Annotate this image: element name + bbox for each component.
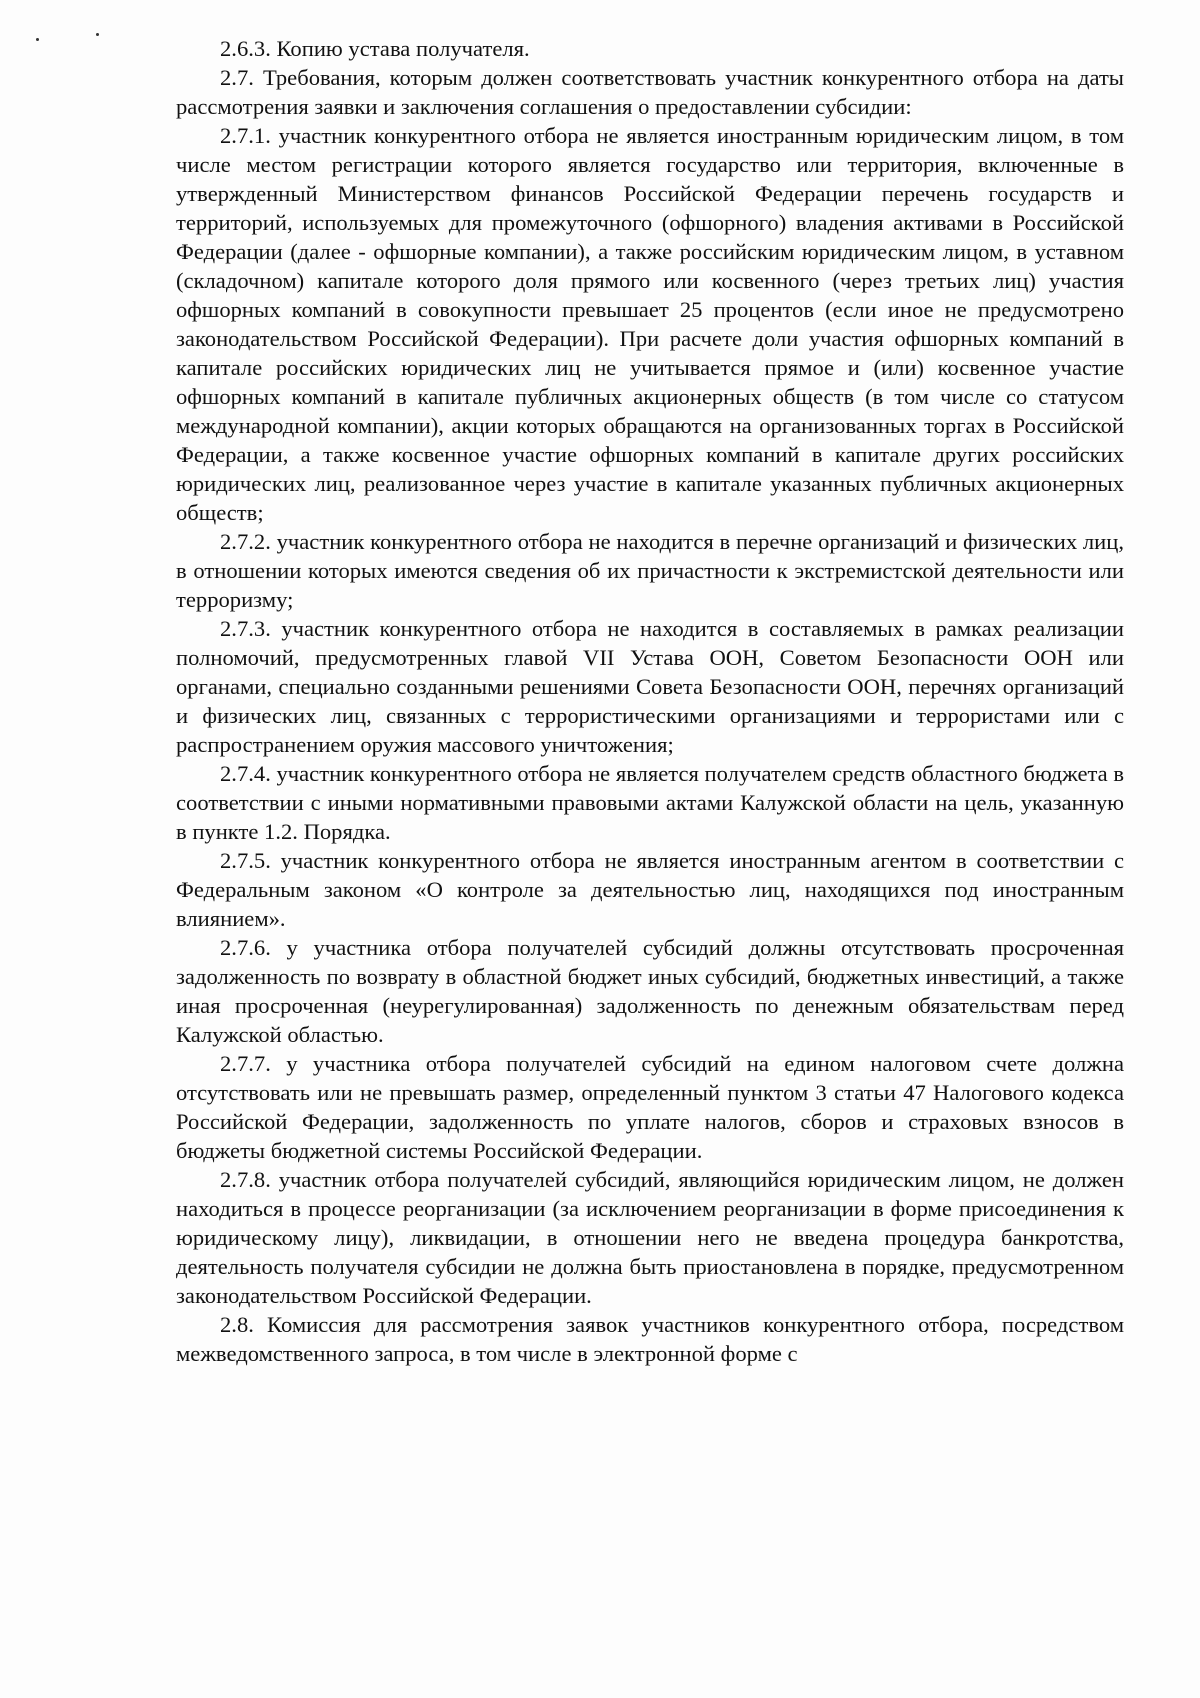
scan-speck: [36, 38, 39, 41]
paragraph-2-7-3: 2.7.3. участник конкурентного отбора не находится в составляемых в рамках реализации полномочий, предусмотренных главой VII Устава ООН, Советом Безопасности ООН или органами, специально созданными решениями Совета Безопасности ООН, перечнях организаций и физических лиц, связанных с террористическими организациями и террористами или с распространением оружия массового уничтожения;: [176, 616, 1124, 757]
paragraph-2-7-6: 2.7.6. у участника отбора получателей субсидий должны отсутствовать просроченная задолженность по возврату в областной бюджет иных субсидий, бюджетных инвестиций, а также иная просроченная (неурегулированная) задолженность по денежным обязательствам перед Калужской областью.: [176, 935, 1124, 1047]
document-body: [176, 34, 1124, 1368]
paragraph-2-7-1: 2.7.1. участник конкурентного отбора не является иностранным юридическим лицом, в том числе местом регистрации которого является государство или территория, включенные в утвержденный Министерством финансов Российской Федерации перечень государств и территорий, используемых для промежуточного (офшорного) владения активами в Российской Федерации (далее - офшорные компании), а также российским юридическим лицом, в уставном (складочном) капитале которого доля прямого или косвенного (через третьих лиц) участия офшорных компаний в совокупности превышает 25 процентов (если иное не предусмотрено законодательством Российской Федерации). При расчете доли участия офшорных компаний в капитале российских юридических лиц не учитывается прямое и (или) косвенное участие офшорных компаний в капитале публичных акционерных обществ (в том числе со статусом международной компании), акции которых обращаются на организованных торгах в Российской Федерации, а также косвенное участие офшорных компаний в капитале других российских юридических лиц, реализованное через участие в капитале указанных публичных акционерных обществ;: [176, 123, 1124, 525]
paragraph-2-7-2: 2.7.2. участник конкурентного отбора не находится в перечне организаций и физических лиц, в отношении которых имеются сведения об их причастности к экстремистской деятельности или терроризму;: [176, 529, 1124, 612]
paragraph-2-7-4: 2.7.4. участник конкурентного отбора не является получателем средств областного бюджета в соответствии с иными нормативными правовыми актами Калужской области на цель, указанную в пункте 1.2. Порядка.: [176, 761, 1124, 844]
paragraph-2-6-3: 2.6.3. Копию устава получателя.: [220, 36, 530, 61]
paragraph-2-7: 2.7. Требования, которым должен соответствовать участник конкурентного отбора на даты рассмотрения заявки и заключения соглашения о предоставлении субсидии:: [176, 65, 1124, 119]
paragraph-2-7-7: 2.7.7. у участника отбора получателей субсидий на едином налоговом счете должна отсутствовать или не превышать размер, определенный пунктом 3 статьи 47 Налогового кодекса Российской Федерации, задолженность по уплате налогов, сборов и страховых взносов в бюджеты бюджетной системы Российской Федерации.: [176, 1051, 1124, 1163]
paragraph-2-7-5: 2.7.5. участник конкурентного отбора не является иностранным агентом в соответствии с Федеральным законом «О контроле за деятельностью лиц, находящихся под иностранным влиянием».: [176, 848, 1124, 931]
paragraph-2-7-8: 2.7.8. участник отбора получателей субсидий, являющийся юридическим лицом, не должен находиться в процессе реорганизации (за исключением реорганизации в форме присоединения к юридическому лицу), ликвидации, в отношении него не введена процедура банкротства, деятельность получателя субсидии не должна быть приостановлена в порядке, предусмотренном законодательством Российской Федерации.: [176, 1167, 1124, 1308]
paragraph-2-8: 2.8. Комиссия для рассмотрения заявок участников конкурентного отбора, посредством межведомственного запроса, в том числе в электронной форме с: [176, 1312, 1124, 1366]
scan-speck: [96, 33, 99, 36]
